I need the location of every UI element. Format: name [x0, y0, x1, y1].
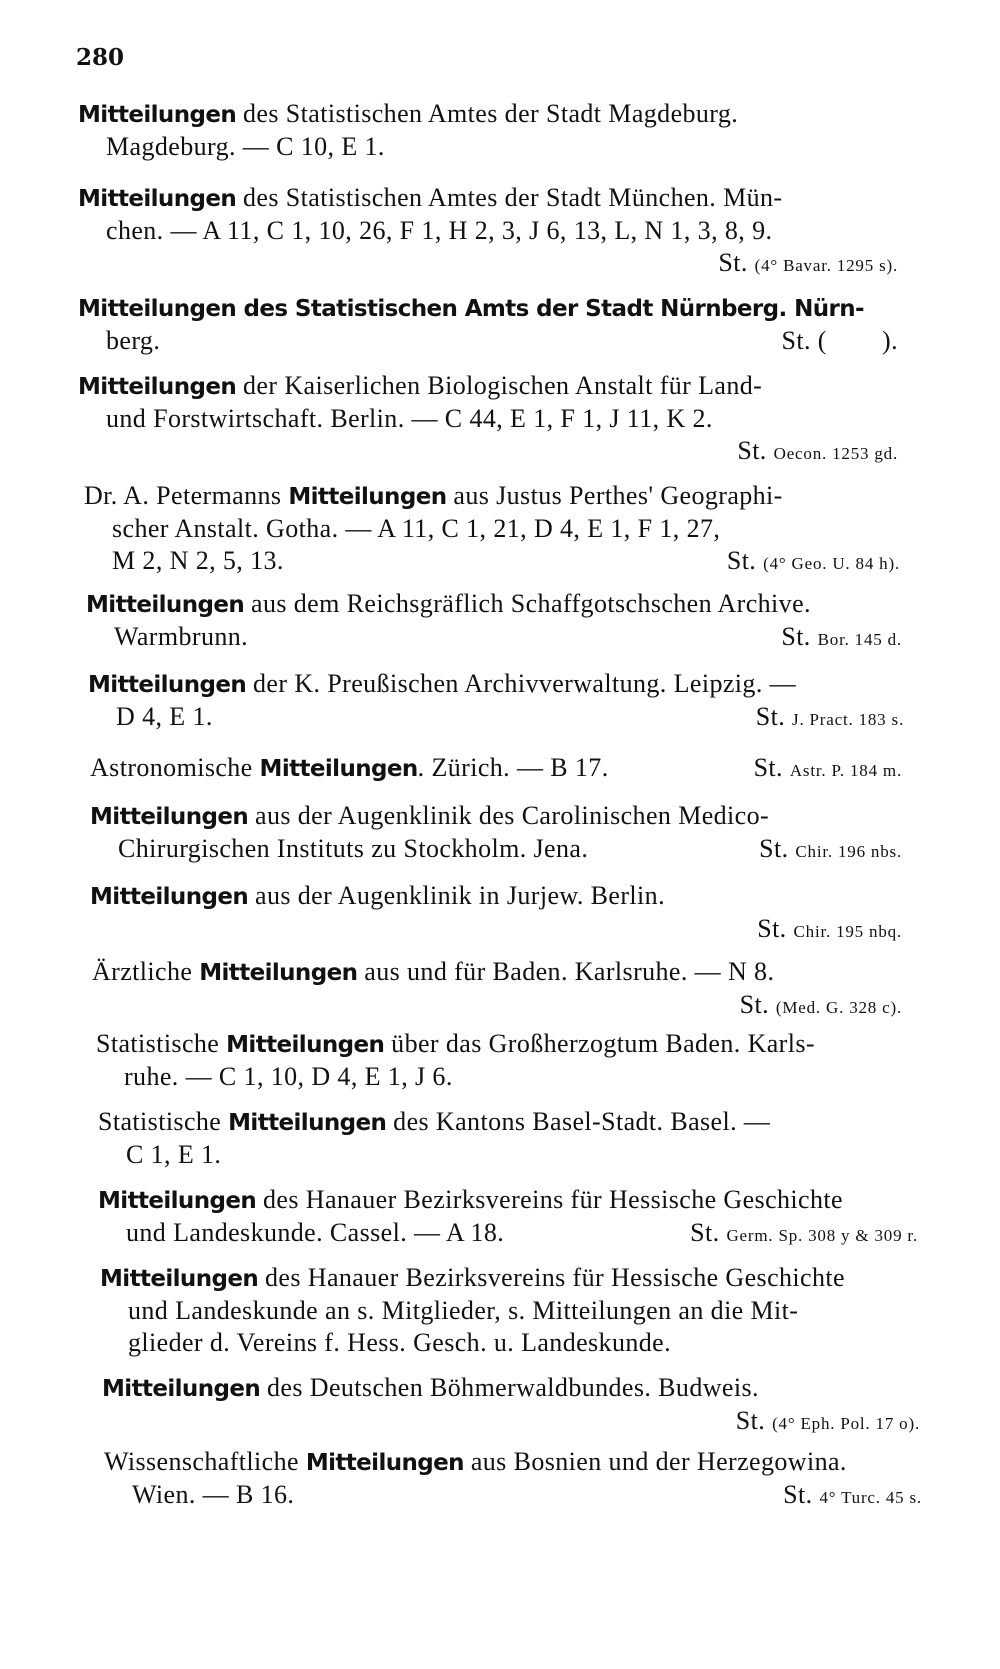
entry-continuation: Magdeburg. — C 10, E 1. [106, 132, 385, 161]
catalog-entry [98, 1106, 916, 1171]
shelf-mark [727, 545, 900, 580]
entry-continuation: berg. [106, 326, 161, 355]
entry-keyword: Mitteilungen [102, 1376, 261, 1402]
shelf-st: St. [690, 1218, 720, 1247]
entry-title-text: aus und für Baden. Karlsruhe. — N 8. [357, 957, 775, 986]
catalog-entry [88, 668, 904, 736]
entry-title-text: aus dem Reichsgräflich Schaffgotschschen Archive. [244, 589, 811, 618]
entry-title-text: des Statistischen Amtes der Stadt München. Mün- [236, 183, 783, 212]
entry-keyword: Mitteilungen [100, 1266, 259, 1292]
entry-keyword: Mitteilungen [199, 960, 358, 986]
entry-keyword: Mitteilungen [90, 884, 249, 910]
catalog-entry [78, 98, 898, 163]
shelf-mark [102, 1405, 920, 1440]
entry-prefix: Statistische [98, 1107, 229, 1136]
shelf-mark [690, 1217, 918, 1252]
shelf-mark [78, 247, 898, 282]
entry-keyword: Mitteilungen [86, 592, 245, 618]
entry-continuation: Warmbrunn. [114, 622, 249, 651]
entry-title-text: der Kaiserlichen Biologischen Anstalt für Land- [236, 371, 763, 400]
shelf-signature: (Med. G. 328 c). [775, 998, 902, 1017]
entry-title-text: des Deutschen Böhmerwaldbundes. Budweis. [260, 1373, 759, 1402]
shelf-st: St. [753, 753, 783, 782]
shelf-signature: (4° Eph. Pol. 17 o). [772, 1414, 920, 1433]
entry-prefix: Dr. A. Petermanns [84, 481, 289, 510]
entry-keyword: Mitteilungen [78, 186, 237, 212]
entry-title-text: . Zürich. — B 17. [417, 753, 609, 782]
shelf-signature: 4° Turc. 45 s. [819, 1488, 922, 1507]
shelf-signature: Chir. 195 nbq. [793, 922, 902, 941]
catalog-entry [104, 1446, 922, 1514]
entry-keyword: Mitteilungen [305, 1450, 464, 1476]
entry-title-text: des Statistischen Amtes der Stadt Magdeburg. [236, 99, 739, 128]
entry-title-text: aus Bosnien und der Herzegowina. [463, 1447, 847, 1476]
shelf-signature: Chir. 196 nbs. [795, 842, 902, 861]
shelf-mark [781, 621, 902, 656]
shelf-signature: ( ). [817, 326, 898, 355]
shelf-signature: Bor. 145 d. [817, 630, 902, 649]
entry-continuation: glieder d. Vereins f. Hess. Gesch. u. Landeskunde. [128, 1328, 671, 1357]
entry-continuation: scher Anstalt. Gotha. — A 11, C 1, 21, D 4, E 1, F 1, 27, [112, 514, 721, 543]
shelf-mark [756, 701, 904, 736]
entry-prefix: Ärztliche [92, 957, 200, 986]
shelf-signature: Oecon. 1253 gd. [773, 444, 898, 463]
shelf-st: St. [781, 326, 811, 355]
entry-keyword: Mitteilungen [90, 804, 249, 830]
shelf-signature: (4° Bavar. 1295 s). [754, 256, 898, 275]
shelf-st: St. [739, 990, 769, 1019]
entry-continuation: ruhe. — C 1, 10, D 4, E 1, J 6. [124, 1062, 453, 1091]
entry-keyword: Mitteilungen [259, 756, 418, 782]
shelf-st: St. [759, 834, 789, 863]
entry-continuation: M 2, N 2, 5, 13. [112, 546, 284, 575]
entry-title-text: der K. Preußischen Archivverwaltung. Leipzig. — [246, 669, 797, 698]
shelf-signature: (4° Geo. U. 84 h). [763, 554, 900, 573]
entry-continuation: chen. — A 11, C 1, 10, 26, F 1, H 2, 3, J 6, 13, L, N 1, 3, 8, 9. [106, 216, 773, 245]
entry-keyword: Mitteilungen [78, 296, 237, 322]
entry-keyword: Mitteilungen [226, 1032, 385, 1058]
entry-keyword: Mitteilungen [228, 1110, 387, 1136]
entry-continuation: D 4, E 1. [116, 702, 213, 731]
catalog-entry [90, 800, 902, 868]
entry-continuation: und Landeskunde an s. Mitglieder, s. Mitteilungen an die Mit- [128, 1296, 799, 1325]
shelf-st: St. [781, 622, 811, 651]
entry-continuation: und Landeskunde. Cassel. — A 18. [126, 1218, 505, 1247]
entry-keyword: Mitteilungen [98, 1188, 257, 1214]
shelf-st: St. [737, 436, 767, 465]
shelf-st: St. [755, 702, 786, 731]
entry-title-text: des Statistischen Amts der Stadt Nürnberg. Nürn- [236, 296, 864, 322]
entry-prefix: Wissenschaftliche [104, 1447, 306, 1476]
catalog-entry [96, 1028, 914, 1093]
entry-continuation: Wien. — B 16. [132, 1480, 295, 1509]
entry-keyword: Mitteilungen [78, 102, 237, 128]
shelf-st: St. [726, 546, 757, 575]
entry-title-text: über das Großherzogtum Baden. Karls- [384, 1029, 815, 1058]
shelf-signature: J. Pract. 183 s. [792, 710, 904, 729]
catalog-entry [98, 1184, 918, 1252]
catalog-entry [100, 1262, 920, 1359]
catalog-entry [102, 1372, 920, 1440]
catalog-entry [90, 752, 902, 787]
catalog-entry [92, 956, 902, 1024]
shelf-mark [783, 1479, 922, 1514]
shelf-mark [90, 913, 902, 948]
entry-title-text: aus Justus Perthes' Geographi- [446, 481, 783, 510]
catalog-entry [90, 880, 902, 948]
catalog-entry [86, 588, 902, 656]
entry-continuation: C 1, E 1. [126, 1140, 222, 1169]
entry-title-text: aus der Augenklinik in Jurjew. Berlin. [248, 881, 665, 910]
shelf-mark [78, 435, 898, 470]
entry-prefix: Statistische [96, 1029, 227, 1058]
entry-title-text: aus der Augenklinik des Carolinischen Medico- [248, 801, 770, 830]
shelf-mark [759, 833, 902, 868]
shelf-st: St. [783, 1480, 813, 1509]
entry-prefix: Astronomische [90, 753, 260, 782]
shelf-mark [92, 989, 902, 1024]
catalog-entry [78, 370, 898, 470]
shelf-mark [754, 752, 902, 787]
entry-keyword: Mitteilungen [88, 672, 247, 698]
shelf-st: St. [735, 1406, 766, 1435]
catalog-entry [84, 480, 900, 580]
entry-keyword: Mitteilungen [288, 484, 447, 510]
shelf-st: St. [718, 248, 748, 277]
shelf-signature: Astr. P. 184 m. [789, 761, 902, 780]
entry-continuation: Chirurgischen Instituts zu Stockholm. Jena. [118, 834, 589, 863]
shelf-mark [781, 325, 898, 357]
shelf-st: St. [757, 914, 787, 943]
entry-keyword: Mitteilungen [78, 374, 237, 400]
entry-title-text: des Hanauer Bezirksvereins für Hessische Geschichte [258, 1263, 845, 1292]
entry-continuation: und Forstwirtschaft. Berlin. — C 44, E 1, F 1, J 11, K 2. [106, 404, 713, 433]
page-number: 280 [76, 44, 125, 71]
catalog-entry [78, 182, 898, 282]
shelf-signature: Germ. Sp. 308 y & 309 r. [726, 1226, 918, 1245]
catalog-entry [78, 292, 898, 357]
entry-title-text: des Kantons Basel-Stadt. Basel. — [386, 1107, 771, 1136]
entry-title-text: des Hanauer Bezirksvereins für Hessische Geschichte [256, 1185, 843, 1214]
